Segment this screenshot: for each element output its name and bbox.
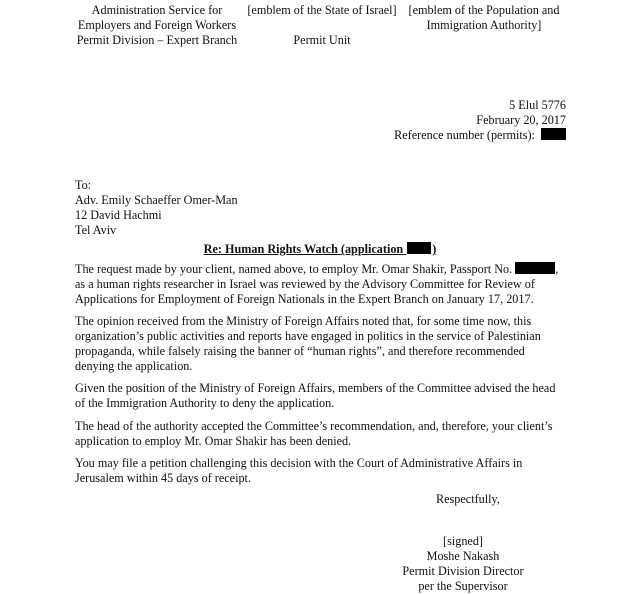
paragraph-4: The head of the authority accepted the Committee’s recommendation, and, therefore, your client’s application to employ Mr. Omar Shakir has been denied. [75, 419, 553, 448]
paragraph-3: Given the position of the Ministry of Foreign Affairs, members of the Committee advised the head of the Immigration Authority to deny the application. [75, 381, 556, 410]
subject-close: ) [432, 242, 437, 256]
paragraph-2: The opinion received from the Ministry of Foreign Affairs noted that, for some time now, this organization’s public activities and reports have engaged in politics in the service of Palestinian propaganda, while falsely raising the banner of “human rights”, and therefore recommended denying the application. [75, 314, 541, 373]
header-right-line-2: Immigration Authority] [426, 18, 542, 32]
signature-block [402, 534, 524, 594]
signatory-title: Permit Division Director [402, 564, 524, 578]
recipient-street: 12 David Hachmi [75, 208, 162, 222]
header-left-block [72, 3, 242, 48]
subject-line [0, 242, 640, 257]
header-left-line-3: Permit Division – Expert Branch [76, 33, 238, 47]
signatory-per: per the Supervisor [418, 579, 508, 593]
recipient-name: Adv. Emily Schaeffer Omer-Man [75, 193, 238, 207]
header-right-line-1: [emblem of the Population and [408, 3, 560, 17]
redaction-reference [541, 128, 566, 140]
paragraph-1-part-b: , as a human rights researcher in Israel was reviewed by the Advisory Committee for Review of Applications for Employment of Foreign Nationals in the Expert Branch on January 17, 2017. [75, 262, 559, 306]
recipient-block [75, 178, 238, 238]
to-label: To: [75, 178, 92, 192]
gregorian-date: February 20, 2017 [476, 113, 566, 127]
closing-respectfully: Respectfully, [436, 492, 500, 506]
reference-line [394, 128, 566, 143]
redaction-passport [515, 262, 555, 274]
recipient-city: Tel Aviv [75, 223, 117, 237]
header-left-line-2: Employers and Foreign Workers [77, 18, 237, 32]
hebrew-date: 5 Elul 5776 [509, 98, 566, 112]
paragraph-1-part-a: The request made by your client, named above, to employ Mr. Omar Shakir, Passport No. [75, 262, 513, 276]
header-middle-spacer [246, 18, 398, 33]
signatory-name: Moshe Nakash [426, 549, 500, 563]
paragraph-1 [75, 262, 567, 307]
header-middle-line-1: [emblem of the State of Israel] [247, 3, 397, 17]
reference-label: Reference number (permits): [394, 128, 535, 142]
header-middle-block [246, 3, 398, 48]
header-left-line-1: Administration Service for [91, 3, 223, 17]
date-block [394, 98, 566, 143]
signed-mark: [signed] [443, 534, 483, 548]
redaction-application [407, 242, 431, 254]
subject-text: Re: Human Rights Watch (application [203, 242, 404, 256]
header-middle-line-2: Permit Unit [293, 33, 351, 47]
paragraph-5: You may file a petition challenging this decision with the Court of Administrative Affairs in Jerusalem within 45 days of receipt. [75, 456, 523, 485]
header-right-block [404, 3, 564, 33]
